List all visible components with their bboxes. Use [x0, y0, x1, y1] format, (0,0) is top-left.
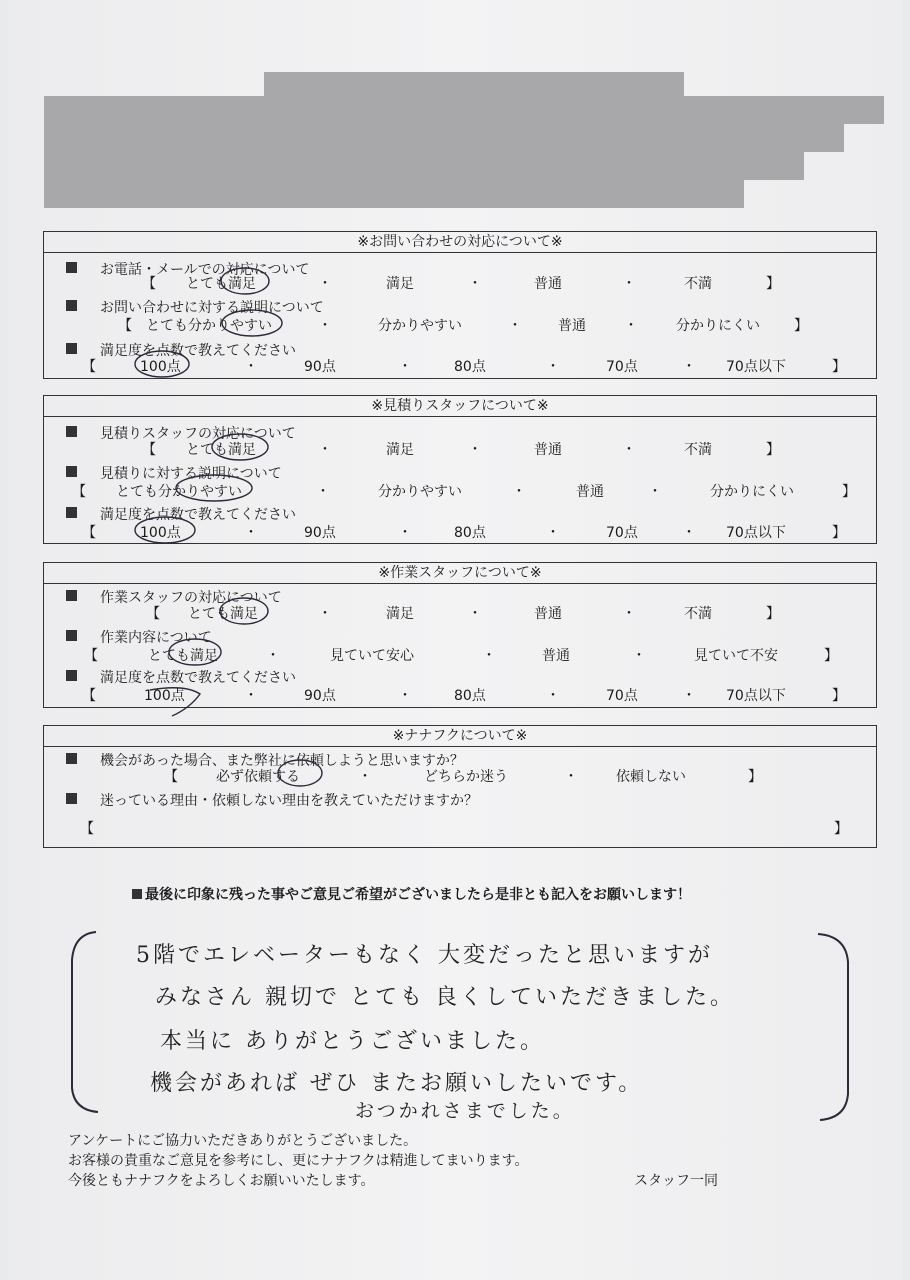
option-separator: ・ — [622, 606, 636, 622]
answer-circle — [221, 268, 269, 294]
answer-option[interactable]: 普通 — [558, 318, 586, 334]
question-label: 迷っている理由・依頼しない理由を教えていただけますか？ — [100, 793, 478, 809]
option-separator: ・ — [468, 606, 482, 622]
answer-option[interactable]: 80点 — [454, 359, 486, 375]
answer-option[interactable]: 満足 — [386, 276, 414, 292]
option-separator: ・ — [244, 688, 258, 704]
answer-circle — [150, 688, 200, 716]
option-separator: 【 — [84, 648, 98, 664]
option-separator: 】 — [824, 648, 838, 664]
option-separator: ・ — [546, 525, 560, 541]
option-separator: ・ — [624, 318, 638, 334]
answer-option[interactable]: 不満 — [684, 606, 712, 622]
option-separator: ・ — [546, 359, 560, 375]
option-separator: 】 — [766, 442, 780, 458]
option-separator: ・ — [318, 318, 332, 334]
option-separator: 【 — [164, 769, 178, 785]
option-separator: ・ — [682, 525, 696, 541]
option-separator: ・ — [316, 484, 330, 500]
thanks-line: アンケートにご協力いただきありがとうございました。 — [68, 1133, 418, 1149]
question-label: 満足度を点数で教えてください — [100, 507, 296, 523]
option-separator: ・ — [318, 442, 332, 458]
answer-option[interactable]: 分かりやすい — [378, 484, 462, 500]
option-separator: 】 — [766, 276, 780, 292]
answer-circle — [169, 639, 221, 665]
option-separator: 【 — [80, 821, 94, 837]
option-separator: 【 — [118, 318, 132, 334]
answer-option[interactable]: とても満足 — [188, 606, 258, 622]
answer-circle — [176, 475, 252, 501]
answer-option[interactable]: 普通 — [534, 276, 562, 292]
answer-circle — [135, 517, 195, 543]
option-separator: ・ — [512, 484, 526, 500]
answer-option[interactable]: 70点以下 — [726, 359, 786, 375]
option-separator: 【 — [146, 606, 160, 622]
option-separator: 【 — [72, 484, 86, 500]
option-separator: 】 — [832, 525, 846, 541]
comment-line: 本当に ありがとうございました。 — [160, 1029, 545, 1054]
option-separator: ・ — [682, 359, 696, 375]
option-separator: 】 — [794, 318, 808, 334]
option-separator: ・ — [266, 648, 280, 664]
option-separator: 【 — [82, 688, 96, 704]
answer-option[interactable]: とても分かりやすい — [116, 484, 242, 500]
option-separator: 】 — [834, 821, 848, 837]
option-separator: ・ — [468, 442, 482, 458]
answer-option[interactable]: 普通 — [576, 484, 604, 500]
answer-option[interactable]: 不満 — [684, 276, 712, 292]
answer-option[interactable]: とても満足 — [186, 442, 256, 458]
option-separator: 】 — [766, 606, 780, 622]
option-separator: ・ — [244, 359, 258, 375]
option-separator: ・ — [244, 525, 258, 541]
comment-line: おつかれさまでした。 — [355, 1100, 575, 1122]
answer-circle — [220, 598, 268, 624]
option-separator: ・ — [468, 276, 482, 292]
option-separator: ・ — [622, 276, 636, 292]
option-separator: ・ — [318, 276, 332, 292]
answer-option[interactable]: とても満足 — [186, 276, 256, 292]
answer-circle — [212, 434, 268, 460]
answer-option[interactable]: 満足 — [386, 606, 414, 622]
answer-option[interactable]: 90点 — [304, 359, 336, 375]
section-title: ※作業スタッフについて※ — [44, 563, 876, 584]
staff-signature: スタッフ一同 — [634, 1173, 718, 1189]
closing-prompt-text: 最後に印象に残った事やご意見ご希望がございましたら是非とも記入をお願いします！ — [145, 887, 691, 903]
answer-option[interactable]: 分かりにくい — [676, 318, 760, 334]
answer-option[interactable]: 普通 — [534, 442, 562, 458]
answer-option[interactable]: 100点 — [140, 525, 181, 541]
question-label: 作業内容について — [100, 630, 212, 646]
option-separator: 】 — [842, 484, 856, 500]
answer-option[interactable]: どちらか迷う — [424, 769, 508, 785]
answer-option[interactable]: 分かりやすい — [378, 318, 462, 334]
option-separator: 】 — [832, 688, 846, 704]
answer-option[interactable]: 70点以下 — [726, 525, 786, 541]
answer-option[interactable]: 90点 — [304, 525, 336, 541]
option-separator: 】 — [832, 359, 846, 375]
question-label: 満足度を点数で教えてください — [100, 343, 296, 359]
answer-option[interactable]: 100点 — [144, 688, 185, 704]
answer-option[interactable]: 見ていて不安 — [694, 648, 778, 664]
answer-option[interactable]: とても満足 — [148, 648, 218, 664]
option-separator: 【 — [82, 525, 96, 541]
option-separator: ・ — [482, 648, 496, 664]
question-label: 見積りに対する説明について — [100, 466, 282, 482]
option-separator: ・ — [398, 525, 412, 541]
option-separator: 【 — [142, 442, 156, 458]
option-separator: ・ — [632, 648, 646, 664]
answer-circle — [222, 310, 282, 336]
answer-option[interactable]: 不満 — [684, 442, 712, 458]
section-title: ※お問い合わせの対応について※ — [44, 232, 876, 253]
question-label: 作業スタッフの対応について — [100, 590, 282, 606]
answer-option[interactable]: 必ず依頼する — [216, 769, 300, 785]
question-label: お電話・メールでの対応について — [100, 262, 310, 278]
option-separator: 】 — [748, 769, 762, 785]
answer-option[interactable]: 70点以下 — [726, 688, 786, 704]
answer-option[interactable]: 70点 — [606, 525, 638, 541]
option-separator: ・ — [564, 769, 578, 785]
answer-option[interactable]: 普通 — [542, 648, 570, 664]
option-separator: ・ — [398, 359, 412, 375]
option-separator: ・ — [508, 318, 522, 334]
answer-circle — [135, 351, 189, 377]
answer-option[interactable]: とても分かりやすい — [146, 318, 272, 334]
answer-option[interactable]: 依頼しない — [616, 769, 686, 785]
option-separator: ・ — [648, 484, 662, 500]
answer-option[interactable]: 70点 — [606, 688, 638, 704]
section-title: ※見積りスタッフについて※ — [44, 396, 876, 417]
answer-option[interactable]: 100点 — [140, 359, 181, 375]
option-separator: ・ — [546, 688, 560, 704]
option-separator: ・ — [398, 688, 412, 704]
section-title: ※ナナフクについて※ — [44, 726, 876, 747]
question-label: 満足度を点数で教えてください — [100, 670, 296, 686]
answer-option[interactable]: 90点 — [304, 688, 336, 704]
thanks-line: 今後ともナナフクをよろしくお願いいたします。 — [68, 1173, 375, 1189]
thanks-line: お客様の貴重なご意見を参考にし、更にナナフクは精進してまいります。 — [68, 1153, 529, 1169]
question-label: 見積りスタッフの対応について — [100, 426, 296, 442]
option-separator: ・ — [358, 769, 372, 785]
answer-option[interactable]: 見ていて安心 — [330, 648, 414, 664]
comment-line: 5階でエレベーターもなく 大変だったと思いますが — [136, 943, 713, 968]
option-separator: ・ — [622, 442, 636, 458]
question-label: お問い合わせに対する説明について — [100, 300, 324, 316]
answer-option[interactable]: 80点 — [454, 688, 486, 704]
option-separator: ・ — [682, 688, 696, 704]
option-separator: 【 — [82, 359, 96, 375]
answer-circle — [278, 760, 322, 786]
answer-option[interactable]: 分かりにくい — [710, 484, 794, 500]
answer-option[interactable]: 満足 — [386, 442, 414, 458]
option-separator: ・ — [318, 606, 332, 622]
answer-option[interactable]: 70点 — [606, 359, 638, 375]
answer-option[interactable]: 普通 — [534, 606, 562, 622]
comment-line: 機会があれば ぜひ またお願いしたいです。 — [150, 1071, 644, 1096]
answer-option[interactable]: 80点 — [454, 525, 486, 541]
comment-line: みなさん 親切で とても 良くしていただきました。 — [155, 985, 735, 1010]
question-label: 機会があった場合、また弊社に依頼しようと思いますか？ — [100, 753, 464, 769]
option-separator: 【 — [142, 276, 156, 292]
